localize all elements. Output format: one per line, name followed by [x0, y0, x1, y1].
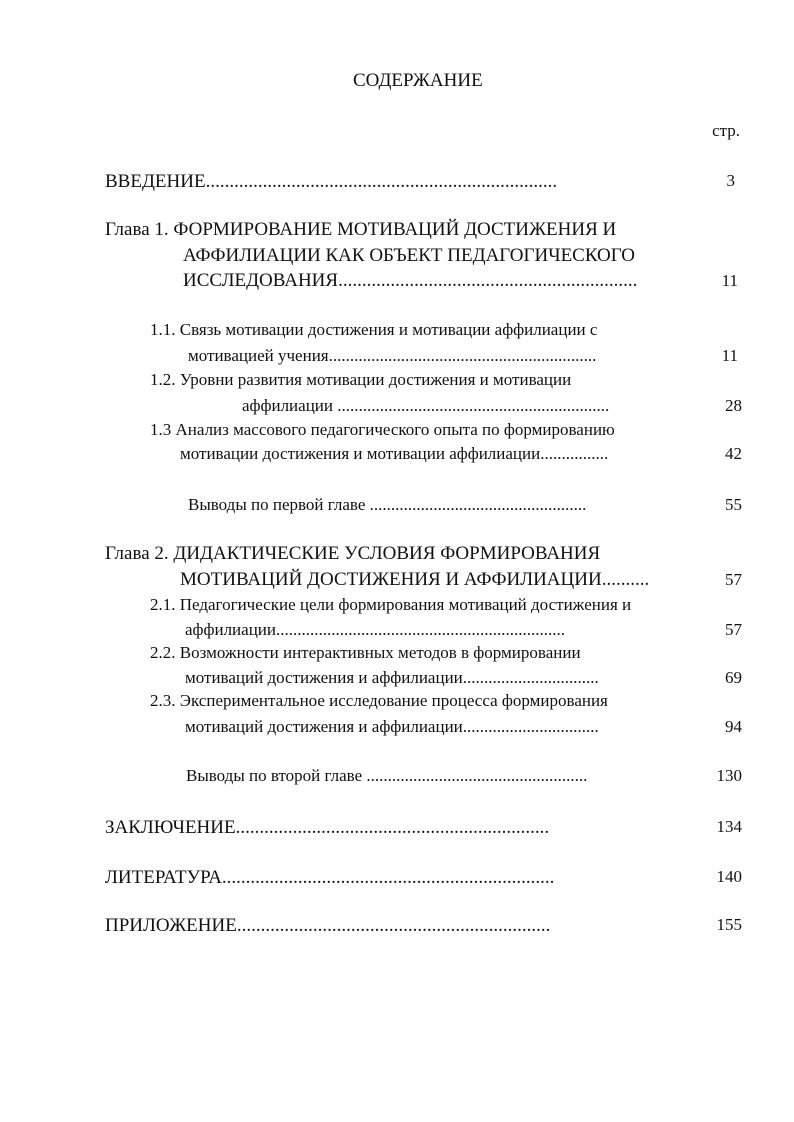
toc-page-chapter1: 11 — [721, 271, 738, 290]
toc-entry-conclusion[interactable]: ЗАКЛЮЧЕНИЕ.................................................................. — [105, 817, 550, 838]
page-column-label: стр. — [712, 121, 740, 140]
toc-chapter2-conclusions[interactable]: Выводы по второй главе .................................................... — [186, 766, 588, 785]
toc-chapter1-conclusions[interactable]: Выводы по первой главе ................................................... — [188, 495, 587, 514]
toc-chapter2-line1[interactable]: Глава 2. ДИДАКТИЧЕСКИЕ УСЛОВИЯ ФОРМИРОВАНИЯ — [105, 543, 601, 564]
toc-section-2-1-line1[interactable]: 2.1. Педагогические цели формирования мотиваций достижения и — [150, 595, 632, 614]
toc-page-appendix: 155 — [716, 915, 742, 934]
toc-page-intro: 3 — [726, 171, 735, 190]
toc-section-1-1-line2: мотивацией учения............................................................... — [188, 346, 597, 365]
toc-page-chapter2: 57 — [725, 570, 742, 589]
toc-entry-intro[interactable]: ВВЕДЕНИЕ.......................................................................... — [105, 171, 558, 192]
toc-page-literature: 140 — [716, 867, 742, 886]
toc-page-section-2-3: 94 — [725, 717, 742, 736]
toc-chapter2-line2: МОТИВАЦИЙ ДОСТИЖЕНИЯ И АФФИЛИАЦИИ.......... — [180, 569, 650, 590]
toc-entry-appendix[interactable]: ПРИЛОЖЕНИЕ.................................................................. — [105, 915, 551, 936]
toc-section-2-2-line2: мотиваций достижения и аффилиации................................ — [185, 668, 599, 687]
toc-section-2-3-line1[interactable]: 2.3. Экспериментальное исследование процесса формирования — [150, 691, 608, 710]
toc-page-chapter2-conclusions: 130 — [716, 766, 742, 785]
toc-page-conclusion: 134 — [716, 817, 742, 836]
toc-chapter1-line3: ИССЛЕДОВАНИЯ............................................................... — [183, 270, 638, 291]
page-title: СОДЕРЖАНИЕ — [353, 70, 483, 91]
toc-section-1-3-line2: мотивации достижения и мотивации аффилиации................ — [180, 444, 609, 463]
toc-page-section-2-1: 57 — [725, 620, 742, 639]
toc-page-section-1-3: 42 — [725, 444, 742, 463]
toc-section-1-1-line1[interactable]: 1.1. Связь мотивации достижения и мотивации аффилиации с — [150, 320, 598, 339]
toc-page-chapter1-conclusions: 55 — [725, 495, 742, 514]
toc-chapter1-line1[interactable]: Глава 1. ФОРМИРОВАНИЕ МОТИВАЦИЙ ДОСТИЖЕНИЯ И — [105, 219, 617, 240]
toc-section-1-2-line2: аффилиации ................................................................ — [242, 396, 610, 415]
toc-section-1-2-line1[interactable]: 1.2. Уровни развития мотивации достижения и мотивации — [150, 370, 572, 389]
toc-section-2-1-line2: аффилиации.................................................................... — [185, 620, 565, 639]
toc-chapter1-line2: АФФИЛИАЦИИ КАК ОБЪЕКТ ПЕДАГОГИЧЕСКОГО — [183, 245, 636, 266]
toc-section-1-3-line1[interactable]: 1.3 Анализ массового педагогического опыта по формированию — [150, 420, 615, 439]
toc-entry-literature[interactable]: ЛИТЕРАТУРА...................................................................... — [105, 867, 555, 888]
toc-page-section-2-2: 69 — [725, 668, 742, 687]
toc-section-2-2-line1[interactable]: 2.2. Возможности интерактивных методов в формировании — [150, 643, 581, 662]
toc-section-2-3-line2: мотиваций достижения и аффилиации................................ — [185, 717, 599, 736]
toc-page-section-1-2: 28 — [725, 396, 742, 415]
toc-page-section-1-1: 11 — [721, 346, 738, 365]
